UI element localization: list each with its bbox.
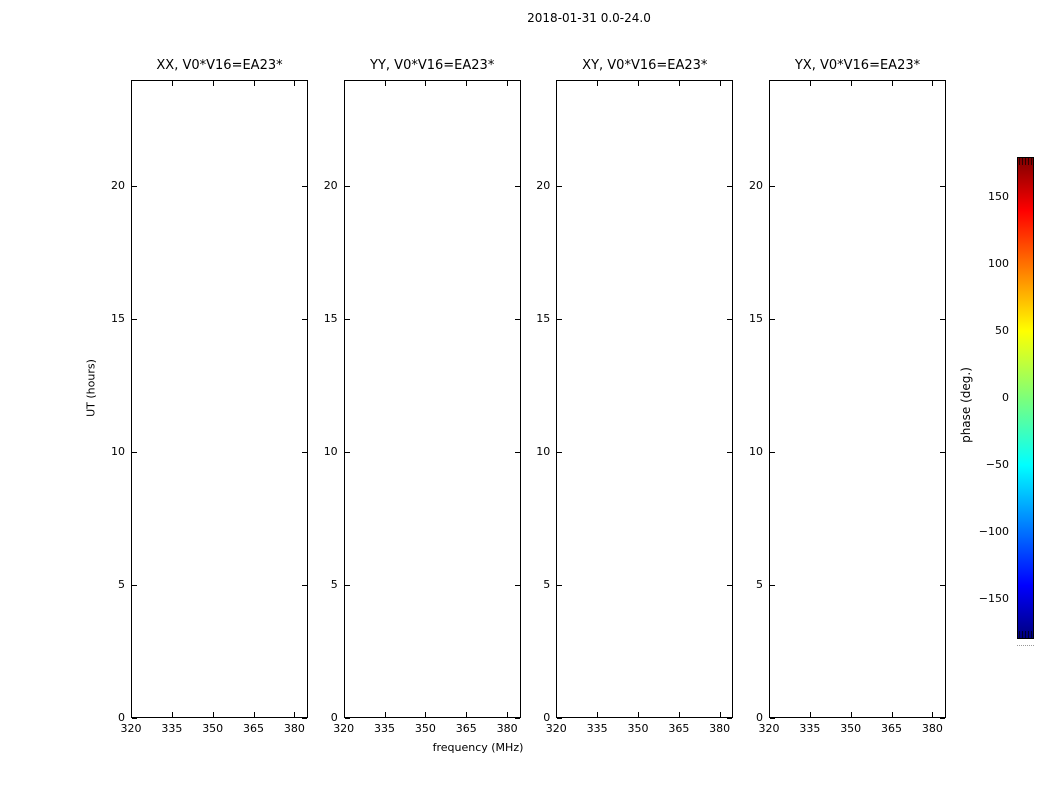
x-axis-label: frequency (MHz) bbox=[432, 741, 524, 754]
x-tick bbox=[638, 81, 639, 86]
x-tick-label: 380 bbox=[709, 722, 731, 735]
x-tick-label: 350 bbox=[627, 722, 649, 735]
y-tick bbox=[345, 186, 350, 187]
y-tick bbox=[770, 186, 775, 187]
y-tick-label: 20 bbox=[749, 179, 763, 193]
x-tick bbox=[769, 81, 770, 86]
x-tick-label: 320 bbox=[545, 722, 567, 735]
x-tick-label: 335 bbox=[799, 722, 821, 735]
y-tick bbox=[557, 585, 562, 586]
y-tick-label: 5 bbox=[330, 578, 338, 592]
x-tick-label: 320 bbox=[758, 722, 780, 735]
colorbar bbox=[1017, 157, 1034, 639]
colorbar-tick-label: 50 bbox=[995, 324, 1009, 338]
y-tick-label: 15 bbox=[323, 312, 338, 326]
x-tick-label: 350 bbox=[840, 722, 862, 735]
y-tick-label: 15 bbox=[749, 312, 763, 326]
x-tick bbox=[810, 81, 811, 86]
x-tick bbox=[597, 81, 598, 86]
x-tick bbox=[679, 712, 680, 717]
x-tick bbox=[597, 712, 598, 717]
x-tick bbox=[720, 81, 721, 86]
x-tick bbox=[507, 712, 508, 717]
x-tick bbox=[851, 81, 852, 86]
x-tick bbox=[507, 81, 508, 86]
x-tick bbox=[131, 712, 132, 717]
x-tick bbox=[466, 81, 467, 86]
x-tick-label: 380 bbox=[283, 722, 305, 735]
y-tick-label: 20 bbox=[111, 179, 125, 193]
colorbar-tick-label: −50 bbox=[985, 457, 1009, 471]
figure-title: 2018-01-31 0.0-24.0 bbox=[527, 11, 651, 25]
x-tick bbox=[638, 712, 639, 717]
x-tick bbox=[892, 81, 893, 86]
y-tick-label: 5 bbox=[756, 578, 763, 592]
y-tick bbox=[345, 718, 350, 719]
y-tick-label: 0 bbox=[330, 711, 338, 724]
y-tick bbox=[345, 452, 350, 453]
x-tick bbox=[294, 81, 295, 86]
y-tick-label: 5 bbox=[118, 578, 125, 592]
y-tick bbox=[132, 585, 137, 586]
x-tick bbox=[932, 81, 933, 86]
y-tick bbox=[345, 319, 350, 320]
plot-panel-4 bbox=[769, 80, 946, 718]
y-tick-label: 0 bbox=[118, 711, 125, 724]
x-tick bbox=[254, 712, 255, 717]
x-tick bbox=[556, 81, 557, 86]
x-tick bbox=[213, 81, 214, 86]
panel-title-1: XX, V0*V16=EA23* bbox=[156, 58, 283, 73]
x-tick-label: 380 bbox=[921, 722, 943, 735]
y-tick bbox=[940, 319, 945, 320]
x-tick bbox=[294, 712, 295, 717]
x-tick-label: 365 bbox=[668, 722, 690, 735]
y-tick-label: 10 bbox=[323, 445, 338, 459]
x-tick bbox=[172, 712, 173, 717]
panel-title-3: XY, V0*V16=EA23* bbox=[582, 58, 708, 73]
y-tick bbox=[132, 452, 137, 453]
x-tick-label: 335 bbox=[374, 722, 396, 735]
x-tick bbox=[344, 81, 345, 86]
x-tick-label: 350 bbox=[414, 722, 436, 735]
x-tick bbox=[892, 712, 893, 717]
x-tick-label: 335 bbox=[586, 722, 608, 735]
x-tick bbox=[466, 712, 467, 717]
x-tick bbox=[213, 712, 214, 717]
x-tick bbox=[679, 81, 680, 86]
y-tick-label: 10 bbox=[111, 445, 125, 459]
x-tick-label: 380 bbox=[496, 722, 518, 735]
colorbar-tick-label: −100 bbox=[978, 524, 1009, 538]
plot-panel-3 bbox=[556, 80, 733, 718]
y-tick bbox=[770, 452, 775, 453]
y-tick bbox=[770, 585, 775, 586]
colorbar-label: phase (deg.) bbox=[959, 367, 973, 443]
colorbar-bottom-dots bbox=[1017, 645, 1034, 646]
colorbar-tick-label: −150 bbox=[978, 591, 1009, 605]
panel-title-2: YY, V0*V16=EA23* bbox=[370, 58, 495, 73]
y-tick bbox=[557, 319, 562, 320]
y-tick bbox=[132, 319, 137, 320]
x-tick bbox=[769, 712, 770, 717]
y-tick bbox=[345, 585, 350, 586]
x-tick bbox=[425, 81, 426, 86]
x-tick bbox=[810, 712, 811, 717]
y-tick bbox=[557, 718, 562, 719]
x-tick-label: 350 bbox=[202, 722, 224, 735]
y-tick-label: 5 bbox=[543, 578, 551, 592]
y-axis-label: UT (hours) bbox=[84, 359, 98, 417]
y-tick bbox=[770, 319, 775, 320]
y-tick-label: 20 bbox=[536, 179, 551, 193]
y-tick bbox=[940, 718, 945, 719]
y-tick bbox=[770, 718, 775, 719]
y-tick-label: 20 bbox=[323, 179, 338, 193]
y-tick bbox=[940, 452, 945, 453]
colorbar-gradient bbox=[1018, 158, 1033, 638]
colorbar-tick-label: 150 bbox=[988, 190, 1009, 204]
panel-title-4: YX, V0*V16=EA23* bbox=[794, 58, 921, 73]
y-tick-label: 10 bbox=[536, 445, 551, 459]
x-tick-label: 365 bbox=[243, 722, 265, 735]
plot-panel-1 bbox=[131, 80, 308, 718]
x-tick-label: 320 bbox=[120, 722, 142, 735]
y-tick-label: 15 bbox=[536, 312, 551, 326]
x-tick bbox=[556, 712, 557, 717]
x-tick bbox=[425, 712, 426, 717]
y-tick-label: 0 bbox=[543, 711, 551, 724]
x-tick bbox=[254, 81, 255, 86]
x-tick-label: 320 bbox=[333, 722, 355, 735]
colorbar-top-comb bbox=[1019, 158, 1032, 165]
x-tick-label: 365 bbox=[455, 722, 477, 735]
colorbar-tick-label: 100 bbox=[988, 257, 1009, 271]
y-tick-label: 10 bbox=[749, 445, 763, 459]
y-tick-label: 15 bbox=[111, 312, 125, 326]
x-tick bbox=[851, 712, 852, 717]
y-tick bbox=[940, 186, 945, 187]
y-tick bbox=[132, 186, 137, 187]
colorbar-tick-label: 0 bbox=[1002, 391, 1009, 404]
x-tick-label: 365 bbox=[881, 722, 903, 735]
x-tick bbox=[131, 81, 132, 86]
x-tick bbox=[385, 712, 386, 717]
x-tick-label: 335 bbox=[161, 722, 183, 735]
y-tick-label: 0 bbox=[756, 711, 763, 724]
y-tick bbox=[557, 186, 562, 187]
x-tick bbox=[172, 81, 173, 86]
y-tick bbox=[132, 718, 137, 719]
x-tick bbox=[720, 712, 721, 717]
x-tick bbox=[344, 712, 345, 717]
y-tick bbox=[557, 452, 562, 453]
plot-panel-2 bbox=[344, 80, 521, 718]
x-tick bbox=[385, 81, 386, 86]
x-tick bbox=[932, 712, 933, 717]
colorbar-bottom-comb bbox=[1019, 631, 1032, 638]
y-tick bbox=[940, 585, 945, 586]
